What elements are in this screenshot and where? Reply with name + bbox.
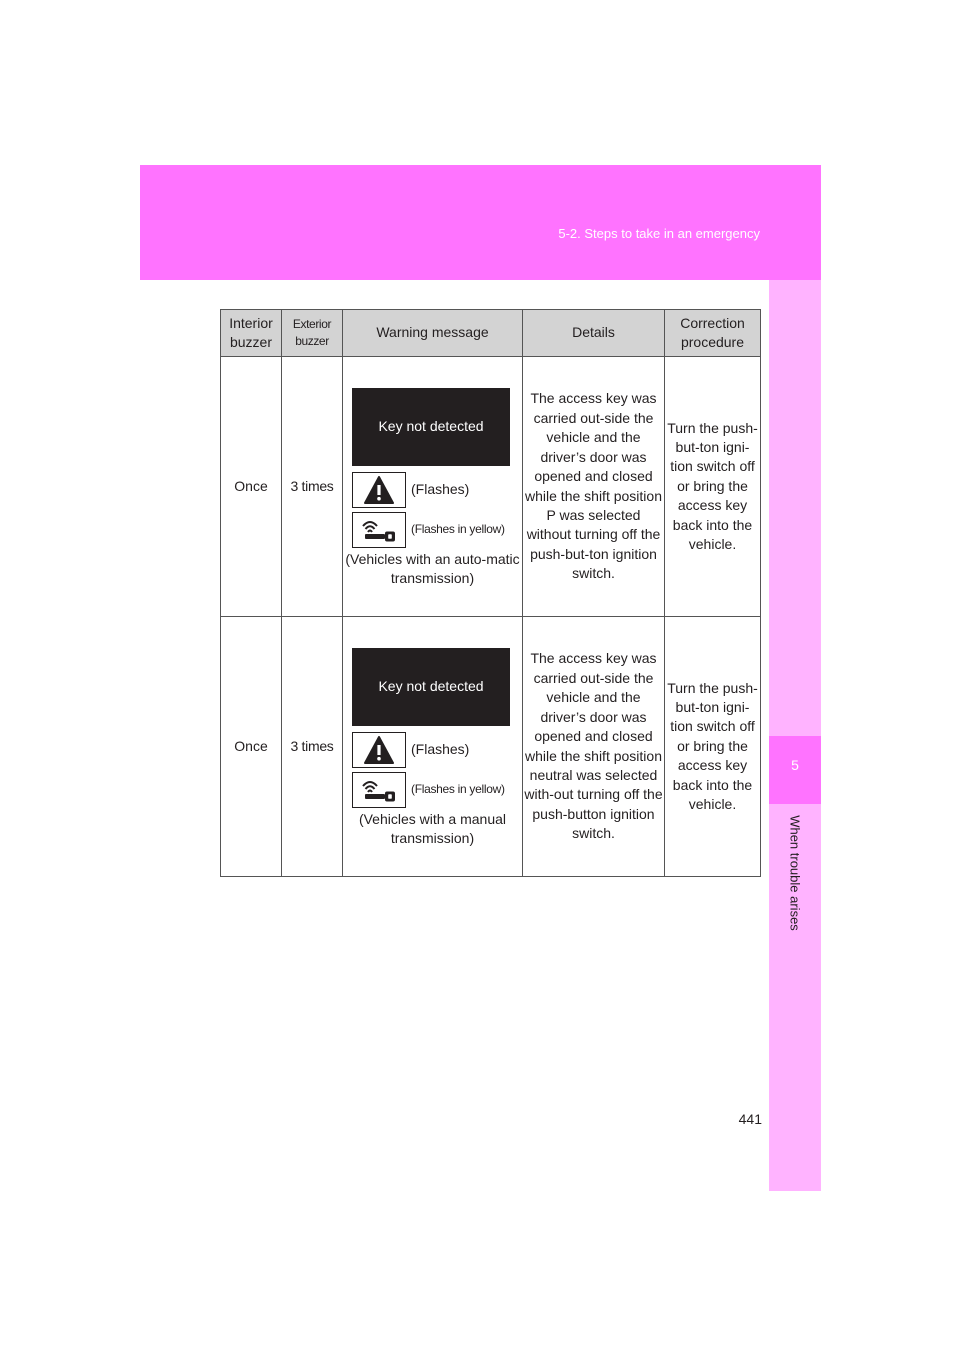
col-header-message: Warning message: [343, 310, 523, 357]
col-header-details: Details: [523, 310, 665, 357]
warning-message-cell: [343, 357, 523, 617]
exterior-buzzer-cell: 3 times: [282, 357, 343, 617]
warning-triangle-icon: [352, 472, 406, 508]
interior-buzzer-cell: Once: [221, 357, 282, 617]
details-cell: The access key was carried out-side the vehicle and the driver’s door was opened and closed while the shift position neutral was selected with-out turning off the push-button ignition switch.: [523, 617, 665, 877]
correction-cell: Turn the push-but-ton igni-tion switch off or bring the access key back into the vehicle.: [665, 357, 761, 617]
col-header-interior: Interior buzzer: [221, 310, 282, 357]
header-band: [140, 165, 821, 280]
icon-caption-flashes: (Flashes): [411, 741, 470, 757]
table-row: [221, 617, 761, 877]
interior-buzzer-cell: Once: [221, 617, 282, 877]
exterior-buzzer-cell: 3 times: [282, 617, 343, 877]
col-header-correction: Correction procedure: [665, 310, 761, 357]
icon-caption-flashes-yellow: (Flashes in yellow): [411, 782, 505, 796]
icon-caption-flashes: (Flashes): [411, 481, 470, 497]
key-signal-icon: [352, 512, 406, 548]
vehicle-note: (Vehicles with a manual transmission): [358, 811, 507, 847]
details-cell: The access key was carried out-side the vehicle and the driver’s door was opened and closed while the shift position P was selected without turning off the push-but-ton ignition switch.: [523, 357, 665, 617]
warning-table: [220, 309, 761, 877]
table-row: [221, 357, 761, 617]
chapter-tab[interactable]: [769, 736, 821, 804]
icon-caption-flashes-yellow: (Flashes in yellow): [411, 522, 505, 536]
page-number: 441: [738, 1111, 762, 1127]
warning-message-cell: [343, 617, 523, 877]
vehicle-note: (Vehicles with an auto-matic transmission): [345, 551, 520, 587]
table-header-row: [221, 310, 761, 357]
col-header-exterior: Exterior buzzer: [282, 310, 343, 357]
correction-cell: Turn the push-but-ton igni-tion switch off or bring the access key back into the vehicle.: [665, 617, 761, 877]
section-title: 5-2. Steps to take in an emergency: [558, 226, 760, 241]
chapter-label: When trouble arises: [787, 815, 803, 931]
display-screen: Key not detected: [352, 648, 510, 726]
key-signal-icon: [352, 772, 406, 808]
display-screen: Key not detected: [352, 388, 510, 466]
chapter-number: 5: [791, 757, 799, 773]
warning-triangle-icon: [352, 732, 406, 768]
